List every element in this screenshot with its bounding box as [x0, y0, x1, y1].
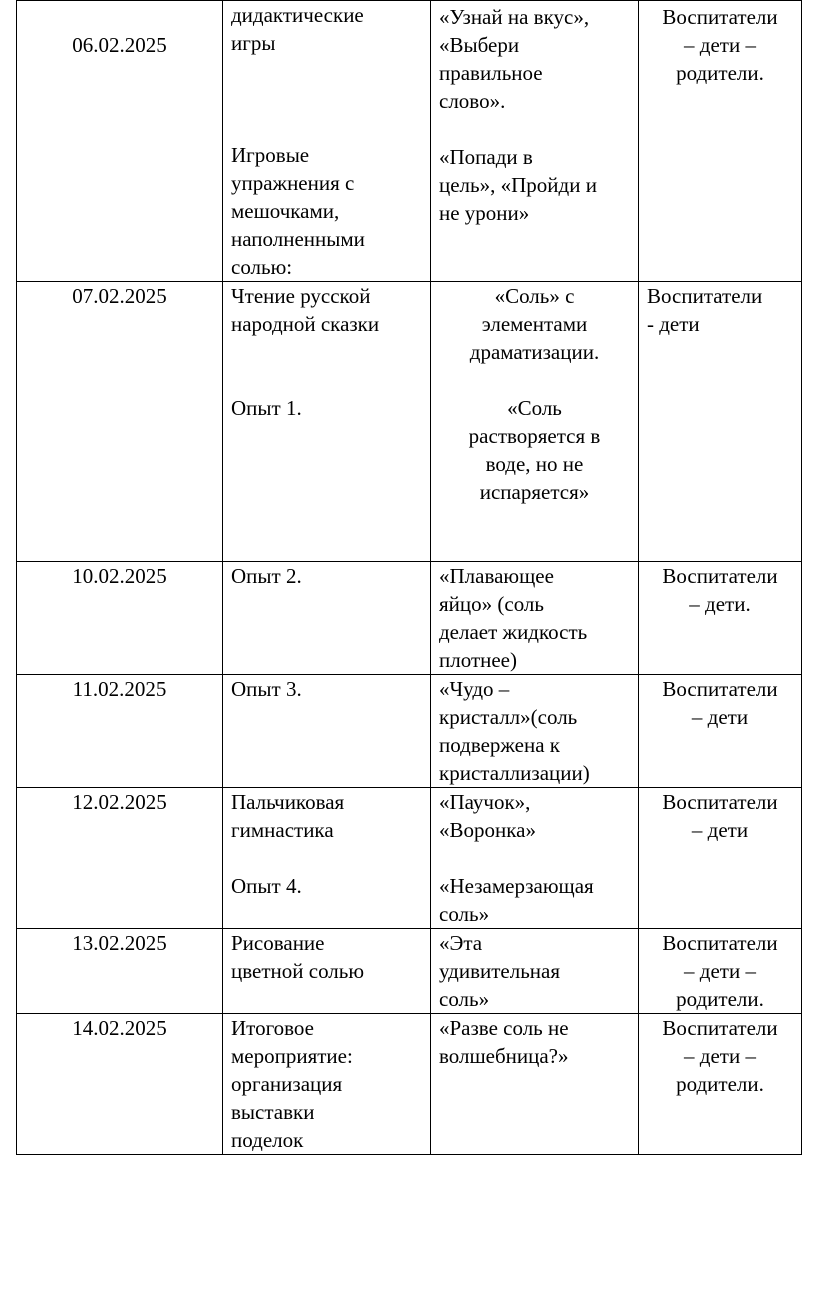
activity-cell [223, 788, 431, 929]
table-row [17, 929, 802, 1014]
table-row [17, 1, 802, 282]
table-row [17, 788, 802, 929]
date-cell [17, 1014, 223, 1155]
date-text: 11.02.2025 [72, 677, 167, 701]
activity-cell [223, 1, 431, 282]
table-row [17, 562, 802, 675]
activity-text: Рисование цветной солью [231, 931, 365, 983]
content-cell [431, 1, 639, 282]
activity-cell [223, 282, 431, 562]
content-text: «Разве соль не волшебница?» [439, 1016, 569, 1068]
content-cell [431, 282, 639, 562]
activity-text: Опыт 4. [231, 874, 302, 898]
content-text: «Попади в цель», «Пройди и не урони» [439, 145, 597, 225]
activity-text: Опыт 1. [231, 396, 302, 420]
participants-text: Воспитатели – дети – родители. [662, 1016, 778, 1096]
content-cell [431, 562, 639, 675]
content-text: «Соль» с элементами драматизации. [469, 284, 600, 364]
activity-schedule-table [16, 0, 802, 1155]
activity-text: Опыт 3. [231, 677, 302, 701]
activity-text: дидактические игры [231, 3, 364, 55]
content-text: «Соль растворяется в воде, но не испаряется» [468, 396, 601, 504]
activity-text: Пальчиковая гимнастика [231, 790, 345, 842]
date-text: 07.02.2025 [72, 284, 167, 308]
activity-cell [223, 929, 431, 1014]
participants-text: Воспитатели – дети – родители. [662, 931, 778, 1011]
participants-cell [639, 1, 802, 282]
date-cell [17, 929, 223, 1014]
participants-text: Воспитатели – дети [662, 677, 778, 729]
content-cell [431, 675, 639, 788]
date-cell [17, 1, 223, 282]
date-text: 06.02.2025 [72, 33, 167, 57]
activity-cell [223, 562, 431, 675]
table-row [17, 282, 802, 562]
activity-text: Игровые упражнения с мешочками, наполненными солью: [231, 143, 365, 279]
activity-text: Чтение русской народной сказки [231, 284, 380, 336]
content-text: «Незамерзающая соль» [439, 874, 594, 926]
activity-cell [223, 1014, 431, 1155]
content-text: «Эта удивительная соль» [439, 931, 561, 1011]
activity-text: Опыт 2. [231, 564, 302, 588]
date-text: 14.02.2025 [72, 1016, 167, 1040]
participants-text: Воспитатели – дети. [662, 564, 778, 616]
participants-cell [639, 929, 802, 1014]
content-text: «Чудо – кристалл»(соль подвержена к кристаллизации) [439, 677, 590, 785]
participants-cell [639, 282, 802, 562]
date-cell [17, 788, 223, 929]
content-cell [431, 788, 639, 929]
participants-cell [639, 675, 802, 788]
content-text: «Паучок», «Воронка» [439, 790, 536, 842]
participants-text: Воспитатели – дети – родители. [662, 5, 778, 85]
table-row [17, 675, 802, 788]
participants-text: Воспитатели – дети [662, 790, 778, 842]
activity-cell [223, 675, 431, 788]
activity-text: Итоговое мероприятие: организация выставки поделок [231, 1016, 353, 1152]
date-cell [17, 675, 223, 788]
content-text: «Плавающее яйцо» (соль делает жидкость плотнее) [439, 564, 588, 672]
content-text: «Узнай на вкус», «Выбери правильное слово». [439, 5, 590, 113]
date-cell [17, 282, 223, 562]
date-text: 10.02.2025 [72, 564, 167, 588]
participants-cell [639, 788, 802, 929]
participants-cell [639, 562, 802, 675]
table-row [17, 1014, 802, 1155]
date-cell [17, 562, 223, 675]
content-cell [431, 929, 639, 1014]
date-text: 13.02.2025 [72, 931, 167, 955]
content-cell [431, 1014, 639, 1155]
participants-text: Воспитатели - дети [647, 284, 763, 336]
participants-cell [639, 1014, 802, 1155]
date-text: 12.02.2025 [72, 790, 167, 814]
